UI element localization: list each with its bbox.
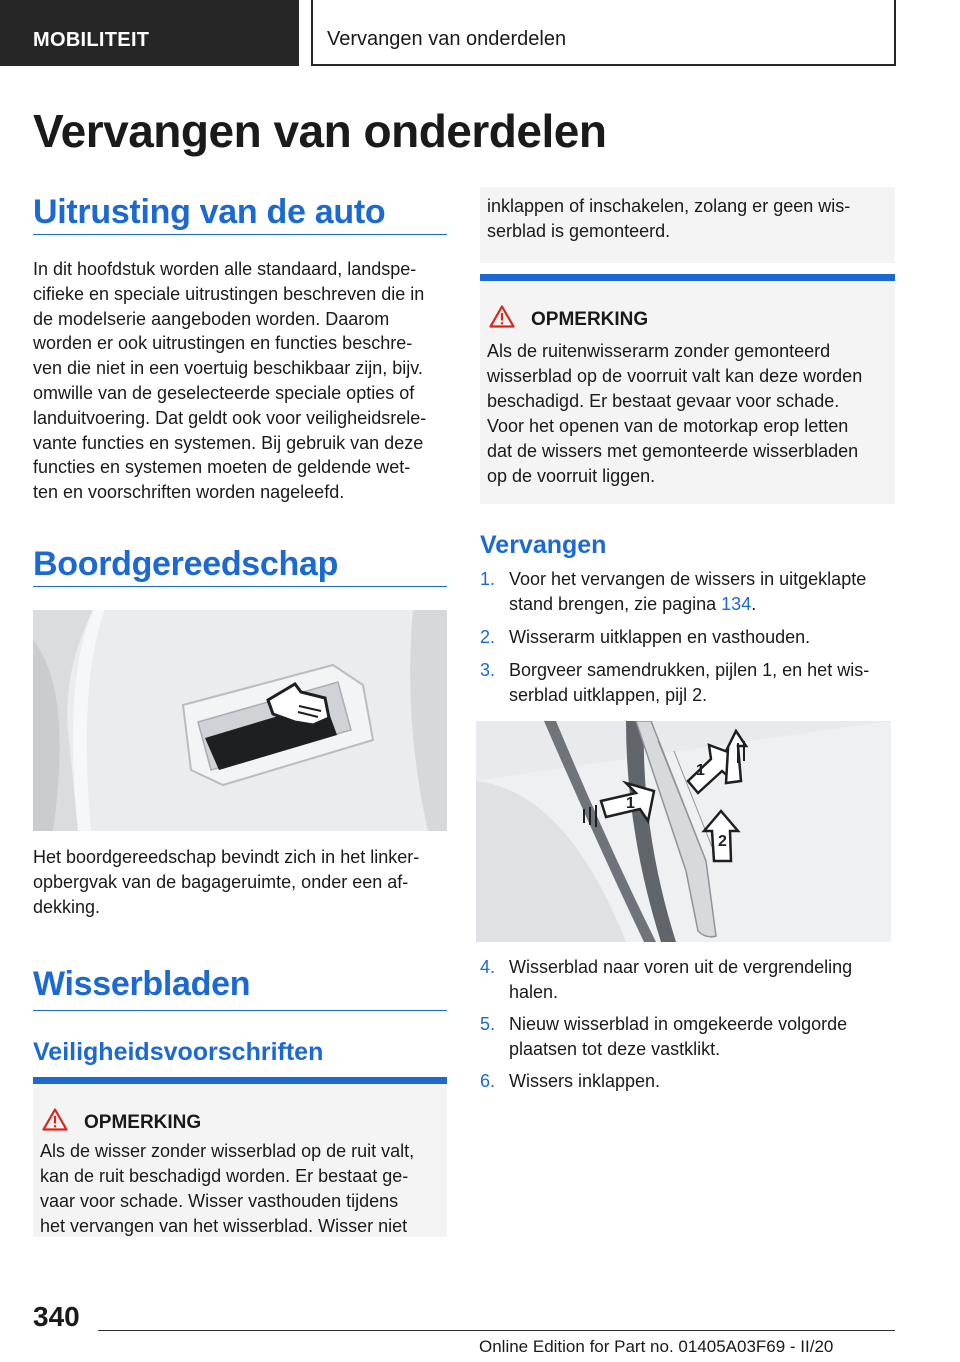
step-text: Borgveer samendrukken, pijlen 1, en het wis- — [509, 660, 870, 680]
warning-icon — [42, 1108, 70, 1137]
step-text: Wisserblad naar voren uit de vergrendeling — [509, 957, 853, 977]
figure-label: 2 — [718, 833, 727, 850]
footer-divider — [98, 1330, 895, 1331]
heading-safety: Veiligheidsvoorschriften — [33, 1038, 324, 1066]
text-line: omwille van de geselecteerde speciale opties of — [33, 382, 415, 403]
step-text: Wissers inklappen. — [509, 1071, 661, 1091]
toolkit-figure — [33, 610, 447, 831]
step-list-a — [480, 567, 895, 707]
footer-edition: Online Edition for Part no. 01405A03F69 - II/20 — [479, 1337, 834, 1356]
figure-label: 1 — [626, 795, 635, 812]
step-number: 6. — [480, 1071, 496, 1091]
text-line: het vervangen van het wisserblad. Wisser niet — [40, 1216, 408, 1236]
page-number: 340 — [33, 1301, 80, 1332]
text-line: landuitvoering. Dat geldt ook voor veiligheidsrele- — [33, 407, 427, 428]
text-line: dat de wissers met gemonteerde wisserbladen — [487, 441, 859, 461]
text-line: vante functies en systemen. Bij gebruik van deze — [33, 432, 424, 453]
text-line: cifieke en speciale uitrustingen beschreven die in — [33, 283, 425, 304]
text-line: vaar voor schade. Wisser vasthouden tijdens — [40, 1191, 399, 1211]
text-line: worden er ook uitrustingen en functies beschre- — [33, 333, 413, 354]
notice-box-2 — [480, 274, 895, 504]
notice-text — [487, 339, 862, 489]
notice-label: OPMERKING — [531, 309, 649, 330]
text-line: Als de wisser zonder wisserblad op de ruit valt, — [40, 1141, 415, 1161]
warning-icon — [489, 305, 517, 334]
step-text: Wisserarm uitklappen en vasthouden. — [509, 627, 811, 647]
page-link[interactable]: 134 — [721, 594, 752, 614]
text-line: op de voorruit liggen. — [487, 466, 656, 486]
step-text: plaatsen tot deze vastklikt. — [509, 1039, 721, 1059]
text-line: In dit hoofdstuk worden alle standaard, landspe- — [33, 259, 417, 279]
step-number: 5. — [480, 1014, 496, 1034]
header-chapter-label: Vervangen van onderdelen — [327, 28, 567, 50]
page-title: Vervangen van onderdelen — [33, 105, 607, 157]
heading-toolkit: Boordgereedschap — [33, 545, 447, 587]
equipment-paragraph — [33, 257, 447, 505]
step-text: stand brengen, zie pagina — [509, 594, 722, 614]
text-line: Als de ruitenwisserarm zonder gemonteerd — [487, 341, 831, 361]
header-section-tab — [0, 0, 299, 66]
notice-header — [42, 1108, 201, 1137]
toolkit-paragraph — [33, 845, 447, 919]
step-text: serblad uitklappen, pijl 2. — [509, 685, 708, 705]
notice-continuation-text — [487, 194, 850, 244]
text-line: inklappen of inschakelen, zolang er geen wis- — [487, 196, 851, 216]
text-line: ten en voorschriften worden nageleefd. — [33, 482, 345, 503]
heading-equipment: Uitrusting van de auto — [33, 193, 447, 235]
text-line: beschadigd. Er bestaat gevaar voor schade. — [487, 391, 840, 411]
text-line: functies en systemen moeten de geldende wet- — [33, 457, 411, 478]
header-chapter-tab — [311, 0, 896, 66]
step-number: 1. — [480, 569, 496, 589]
text-line: wisserblad op de voorruit valt kan deze worden — [487, 366, 863, 386]
text-line: kan de ruit beschadigd worden. Er bestaat ge- — [40, 1166, 409, 1186]
step-text: Nieuw wisserblad in omgekeerde volgorde — [509, 1014, 848, 1034]
figure-label: 1 — [696, 762, 705, 779]
notice-continuation — [480, 187, 895, 263]
notice-text — [40, 1139, 414, 1239]
notice-header — [489, 305, 648, 334]
text-line: dekking. — [33, 896, 101, 917]
wiper-figure — [476, 721, 891, 942]
text-line: Het boordgereedschap bevindt zich in het linker- — [33, 847, 420, 867]
step-number: 2. — [480, 627, 496, 647]
step-number: 3. — [480, 660, 496, 680]
step-number: 4. — [480, 957, 496, 977]
text-line: Voor het openen van de motorkap erop letten — [487, 416, 849, 436]
text-line: serblad is gemonteerd. — [487, 221, 671, 241]
text-line: de modelserie aangeboden worden. Daarom — [33, 308, 390, 329]
header-section-label: MOBILITEIT — [33, 29, 150, 51]
notice-label: OPMERKING — [84, 1112, 202, 1133]
notice-box — [33, 1077, 447, 1237]
heading-replace: Vervangen — [480, 531, 607, 559]
text-line: opbergvak van de bagageruimte, onder een af- — [33, 871, 409, 892]
text-line: ven die niet in een voertuig beschikbaar zijn, bijv. — [33, 358, 423, 379]
heading-wipers: Wisserbladen — [33, 965, 447, 1011]
step-text: . — [751, 594, 757, 614]
step-text: halen. — [509, 982, 559, 1002]
step-list-b — [480, 955, 895, 1095]
step-text: Voor het vervangen de wissers in uitgeklapte — [509, 569, 867, 589]
